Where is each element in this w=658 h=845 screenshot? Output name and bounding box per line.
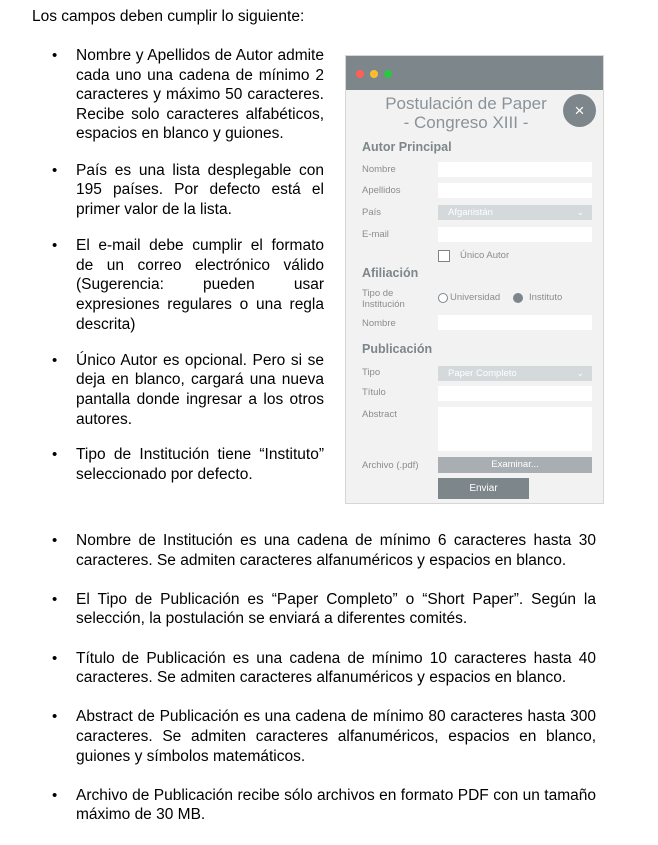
sole-author-checkbox[interactable] bbox=[438, 250, 450, 262]
list-item: • Nombre y Apellidos de Autor admite cada uno una cadena de mínimo 2 caracteres y máximo 50 caracteres. Recibe solo caracteres alfabéticos, espacios en blanco y guiones. bbox=[52, 47, 324, 143]
list-item: • El e-mail debe cumplir el formato de un correo electrónico válido (Sugerencia: pueden usar expresiones regulares o una regla descrita) bbox=[52, 237, 324, 333]
minimize-light-icon bbox=[370, 70, 378, 78]
list-item: • Abstract de Publicación es una cadena de mínimo 80 caracteres hasta 300 caracteres. Se admiten caracteres alfanuméricos, espacios en blanco, guiones y símbolos matemáticos. bbox=[52, 708, 596, 765]
section-publication: Publicación bbox=[362, 342, 433, 356]
submit-button[interactable]: Enviar bbox=[438, 478, 529, 499]
institution-name-input[interactable] bbox=[438, 315, 592, 330]
list-item: • Único Autor es opcional. Pero si se deja en blanco, cargará una nueva pantalla donde ingresar a los otros autores. bbox=[52, 351, 324, 428]
intro-text: Los campos deben cumplir lo siguiente: bbox=[32, 8, 305, 25]
country-select[interactable]: Afganistán ⌄ bbox=[438, 205, 592, 220]
label-institution-type: Tipo de Institución bbox=[362, 288, 405, 310]
label-university: Universidad bbox=[450, 292, 501, 303]
list-item: • El Tipo de Publicación es “Paper Completo” o “Short Paper”. Según la selección, la postulación se enviará a diferentes comités. bbox=[52, 590, 596, 628]
label-type: Tipo bbox=[362, 367, 381, 378]
list-item: • País es una lista desplegable con 195 países. Por defecto está el primer valor de la lista. bbox=[52, 161, 324, 218]
requirements-list-left bbox=[30, 46, 324, 501]
surname-input[interactable] bbox=[438, 183, 592, 198]
label-sole-author: Único Autor bbox=[460, 250, 510, 261]
label-institution-name: Nombre bbox=[362, 318, 396, 329]
chevron-down-icon: ⌄ bbox=[576, 207, 584, 217]
maximize-light-icon bbox=[384, 70, 392, 78]
browse-button[interactable]: Examinar... bbox=[438, 457, 592, 473]
label-country: País bbox=[362, 207, 382, 218]
radio-university[interactable] bbox=[438, 293, 448, 303]
label-email: E-mail bbox=[362, 229, 389, 240]
section-affiliation: Afiliación bbox=[362, 266, 419, 280]
radio-institute[interactable] bbox=[513, 293, 523, 303]
list-item: • Título de Publicación es una cadena de mínimo 10 caracteres hasta 40 caracteres. Se admiten caracteres alfanuméricos y espacios en blanco. bbox=[52, 649, 596, 687]
label-surname: Apellidos bbox=[362, 185, 401, 196]
list-item: • Archivo de Publicación recibe sólo archivos en formato PDF con un tamaño máximo de 30 MB. bbox=[52, 786, 596, 824]
label-name: Nombre bbox=[362, 164, 396, 175]
window-titlebar bbox=[346, 56, 603, 90]
name-input[interactable] bbox=[438, 162, 592, 177]
publication-type-select[interactable]: Paper Completo ⌄ bbox=[438, 366, 592, 381]
list-item: • Tipo de Institución tiene “Instituto” seleccionado por defecto. bbox=[52, 446, 324, 483]
chevron-down-icon: ⌄ bbox=[576, 368, 584, 378]
close-button[interactable]: × bbox=[563, 94, 596, 127]
close-light-icon bbox=[356, 70, 364, 78]
label-title: Título bbox=[362, 387, 386, 398]
requirements-list-full bbox=[30, 531, 596, 845]
form-title: Postulación de Paper - Congreso XIII - bbox=[385, 94, 547, 132]
label-institute: Instituto bbox=[529, 292, 563, 303]
section-author: Autor Principal bbox=[362, 140, 452, 154]
label-abstract: Abstract bbox=[362, 409, 397, 420]
title-input[interactable] bbox=[438, 386, 592, 401]
abstract-textarea[interactable] bbox=[438, 407, 592, 451]
label-file: Archivo (.pdf) bbox=[362, 460, 419, 471]
form-mockup bbox=[345, 55, 604, 504]
list-item: • Nombre de Institución es una cadena de mínimo 6 caracteres hasta 30 caracteres. Se admiten caracteres alfanuméricos y espacios en blanco. bbox=[52, 532, 596, 569]
email-input[interactable] bbox=[438, 227, 592, 242]
